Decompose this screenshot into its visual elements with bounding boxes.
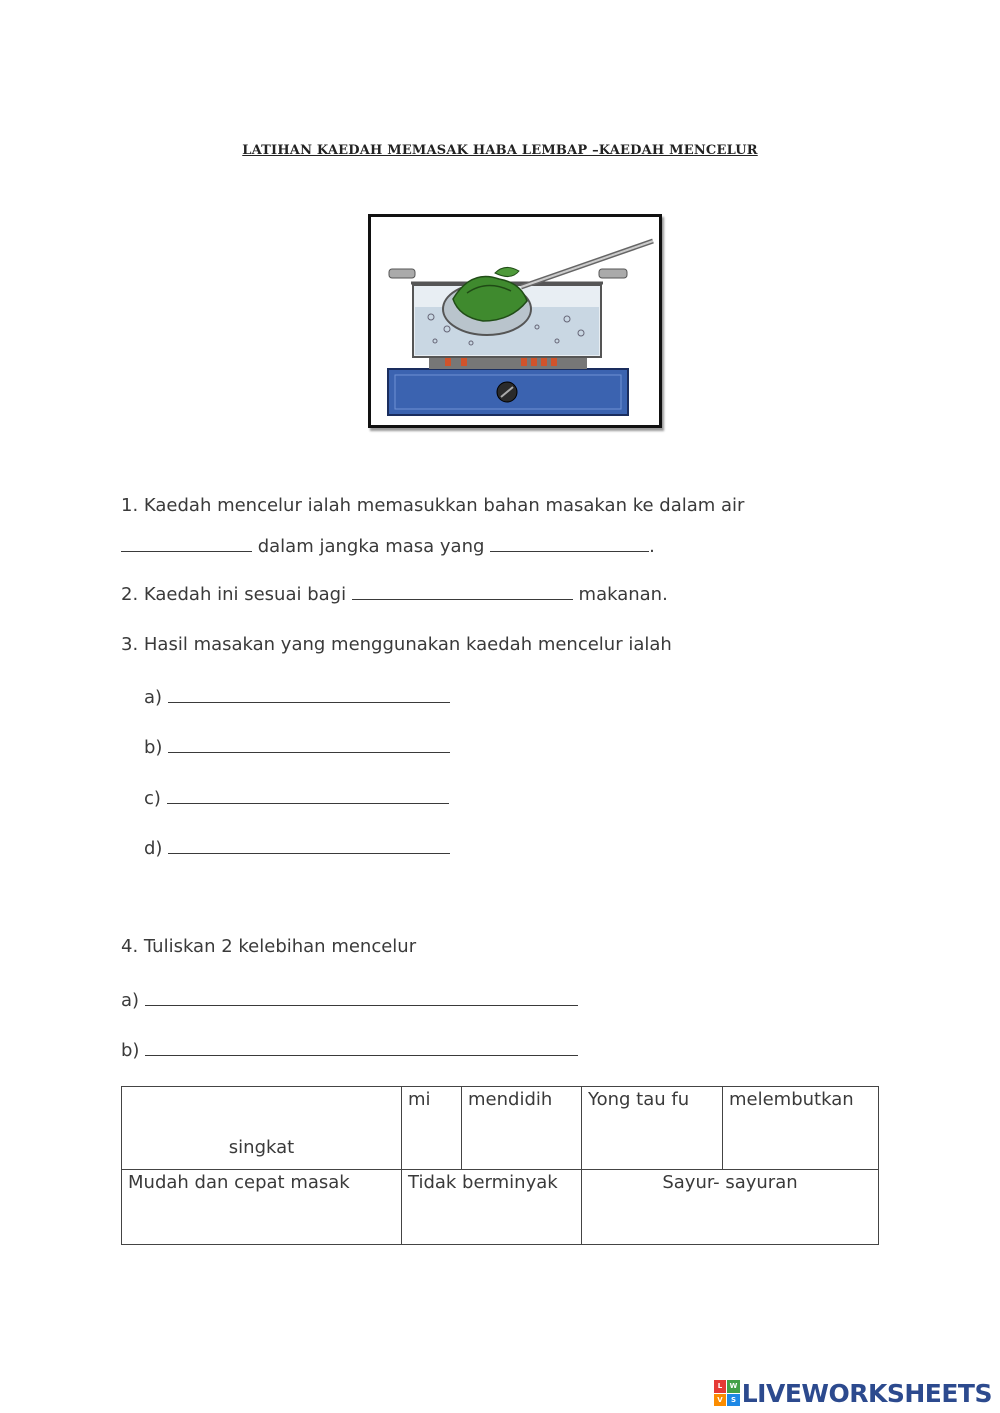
question-4: 4. Tuliskan 2 kelebihan mencelur xyxy=(121,936,417,957)
answer-chip[interactable]: Yong tau fu xyxy=(582,1087,723,1170)
answer-chip[interactable]: Mudah dan cepat masak xyxy=(122,1170,402,1245)
question-1-end-text: . xyxy=(649,536,655,557)
blanching-illustration xyxy=(368,214,662,428)
answer-blank[interactable] xyxy=(168,735,450,753)
liveworksheets-logo-icon xyxy=(714,1380,740,1406)
answer-chip[interactable]: Tidak berminyak xyxy=(402,1170,582,1245)
table-row xyxy=(122,1170,879,1245)
question-2-end-text: makanan. xyxy=(572,584,668,605)
question-4-item xyxy=(121,1038,578,1062)
worksheet-title: LATIHAN KAEDAH MEMASAK HABA LEMBAP –KAEDAH MENCELUR xyxy=(242,143,758,158)
question-2-start-text: 2. Kaedah ini sesuai bagi xyxy=(121,584,352,605)
question-3-item xyxy=(144,685,450,709)
item-letter: b) xyxy=(121,1040,140,1061)
logo-letter: V xyxy=(714,1394,727,1407)
answer-blank[interactable] xyxy=(490,534,649,552)
answer-blank[interactable] xyxy=(145,1038,578,1056)
item-letter: d) xyxy=(144,838,163,859)
answer-blank[interactable] xyxy=(145,988,578,1006)
answer-blank[interactable] xyxy=(168,836,450,854)
question-3-item xyxy=(144,735,450,759)
question-4-item xyxy=(121,988,578,1012)
item-letter: a) xyxy=(144,687,163,708)
answer-blank[interactable] xyxy=(168,685,450,703)
question-3-item xyxy=(144,786,449,810)
answer-chip[interactable]: singkat xyxy=(122,1087,402,1170)
answer-bank-table xyxy=(121,1086,879,1245)
logo-letter: L xyxy=(714,1380,727,1393)
question-2 xyxy=(121,582,668,606)
answer-blank[interactable] xyxy=(352,582,573,600)
answer-blank[interactable] xyxy=(167,786,449,804)
answer-chip[interactable]: mi xyxy=(402,1087,462,1170)
question-1-line-1: 1. Kaedah mencelur ialah memasukkan bahan masakan ke dalam air xyxy=(121,495,745,516)
item-letter: c) xyxy=(144,788,161,809)
item-letter: b) xyxy=(144,737,163,758)
table-row xyxy=(122,1087,879,1170)
question-1-middle-text: dalam jangka masa yang xyxy=(252,536,491,557)
answer-chip[interactable]: melembutkan xyxy=(723,1087,879,1170)
logo-letter: W xyxy=(727,1380,740,1393)
answer-blank[interactable] xyxy=(121,534,252,552)
answer-chip[interactable]: mendidih xyxy=(462,1087,582,1170)
question-1-line-2 xyxy=(121,534,655,558)
item-letter: a) xyxy=(121,990,140,1011)
answer-chip[interactable]: Sayur- sayuran xyxy=(582,1170,879,1245)
question-3-item xyxy=(144,836,450,860)
logo-letter: S xyxy=(727,1394,740,1407)
pot-on-stove-image xyxy=(371,217,659,425)
liveworksheets-brand xyxy=(714,1378,992,1408)
brand-name: LIVEWORKSHEETS xyxy=(741,1378,992,1408)
question-3: 3. Hasil masakan yang menggunakan kaedah mencelur ialah xyxy=(121,634,672,655)
